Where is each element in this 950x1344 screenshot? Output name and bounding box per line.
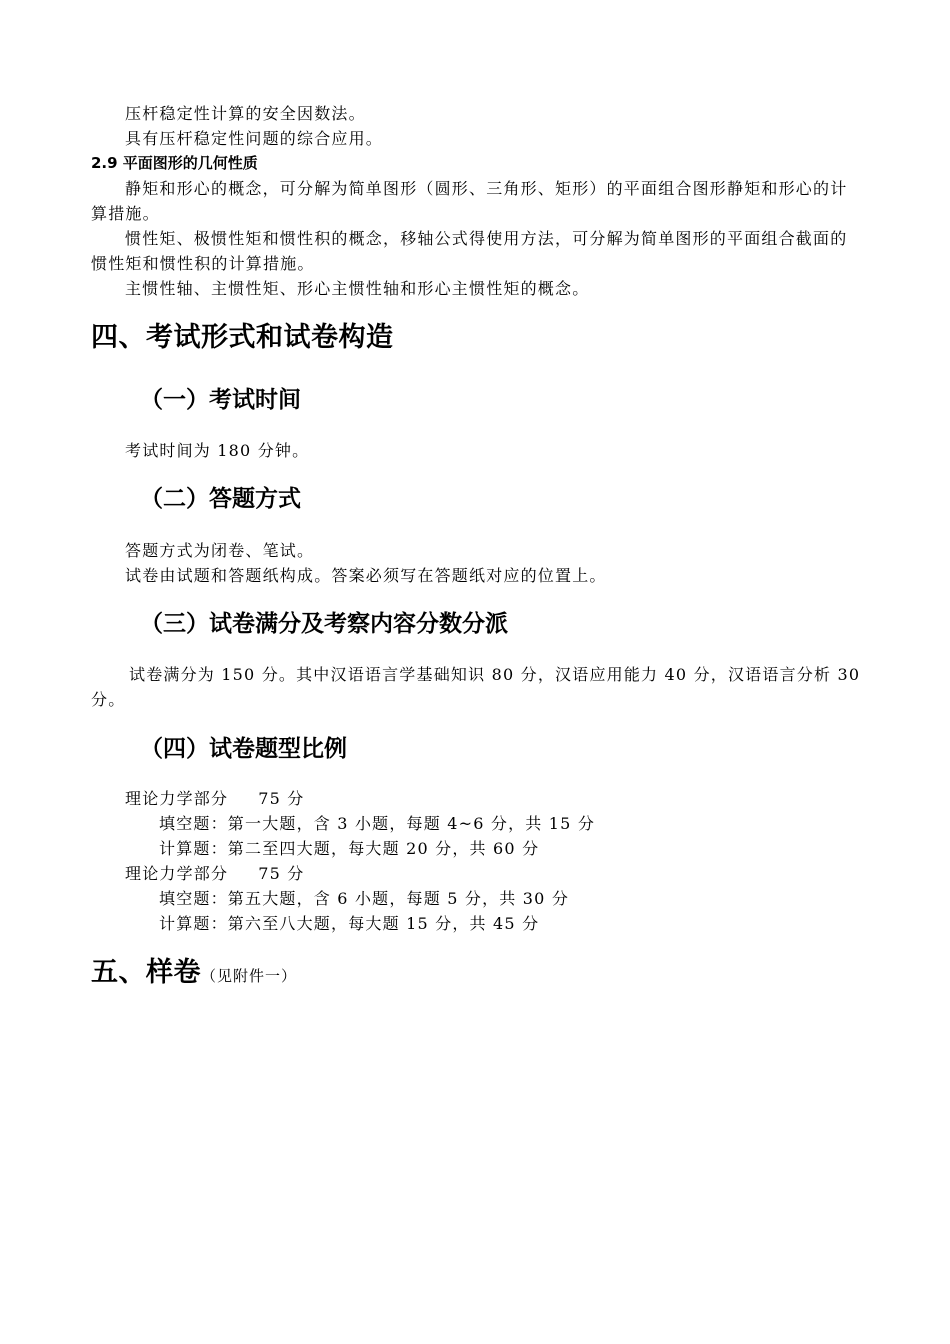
- text-line: 具有压杆稳定性问题的综合应用。: [125, 129, 384, 148]
- section-title-text: 五、样卷: [91, 957, 201, 988]
- subsection-title: （一）考试时间: [140, 387, 301, 413]
- question-type: 计算题：第二至四大题，每大题 20 分，共 60 分: [159, 839, 540, 858]
- part-score: 75 分: [258, 864, 305, 883]
- paragraph: 静矩和形心的概念，可分解为简单图形（圆形、三角形、矩形）的平面组合图形静矩和形心的计算措施。: [91, 179, 848, 223]
- subsection-title: （二）答题方式: [140, 486, 301, 512]
- paragraph: 主惯性轴、主惯性矩、形心主惯性轴和形心主惯性矩的概念。: [125, 279, 590, 298]
- paragraph: 惯性矩、极惯性矩和惯性积的概念，移轴公式得使用方法，可分解为简单图形的平面组合截面的惯性矩和惯性积的计算措施。: [91, 229, 848, 273]
- subsection-title: （四）试卷题型比例: [140, 736, 347, 762]
- part-name: 理论力学部分: [125, 864, 229, 883]
- section-title: 四、考试形式和试卷构造: [91, 322, 394, 353]
- question-type: 计算题：第六至八大题，每大题 15 分，共 45 分: [159, 914, 540, 933]
- attachment-note: （见附件一）: [201, 967, 298, 985]
- text-line: 考试时间为 180 分钟。: [125, 441, 310, 460]
- text-line: 答题方式为闭卷、笔试。: [125, 541, 315, 560]
- section-heading: 2.9 平面图形的几何性质: [91, 154, 258, 172]
- section-title: [91, 955, 297, 994]
- subsection-title: （三）试卷满分及考察内容分数分派: [140, 611, 508, 637]
- score-part: [125, 786, 304, 811]
- text-line: 试卷由试题和答题纸构成。答案必须写在答题纸对应的位置上。: [125, 566, 607, 585]
- part-name: 理论力学部分: [125, 789, 229, 808]
- question-type: 填空题：第五大题，含 6 小题，每题 5 分，共 30 分: [159, 889, 570, 908]
- part-score: 75 分: [258, 789, 305, 808]
- text-line: 压杆稳定性计算的安全因数法。: [125, 104, 366, 123]
- question-type: 填空题：第一大题，含 3 小题，每题 4~6 分，共 15 分: [159, 814, 596, 833]
- paragraph: 试卷满分为 150 分。其中汉语语言学基础知识 80 分，汉语应用能力 40 分，汉语语言分析 30 分。: [91, 665, 861, 709]
- score-part: [125, 861, 304, 886]
